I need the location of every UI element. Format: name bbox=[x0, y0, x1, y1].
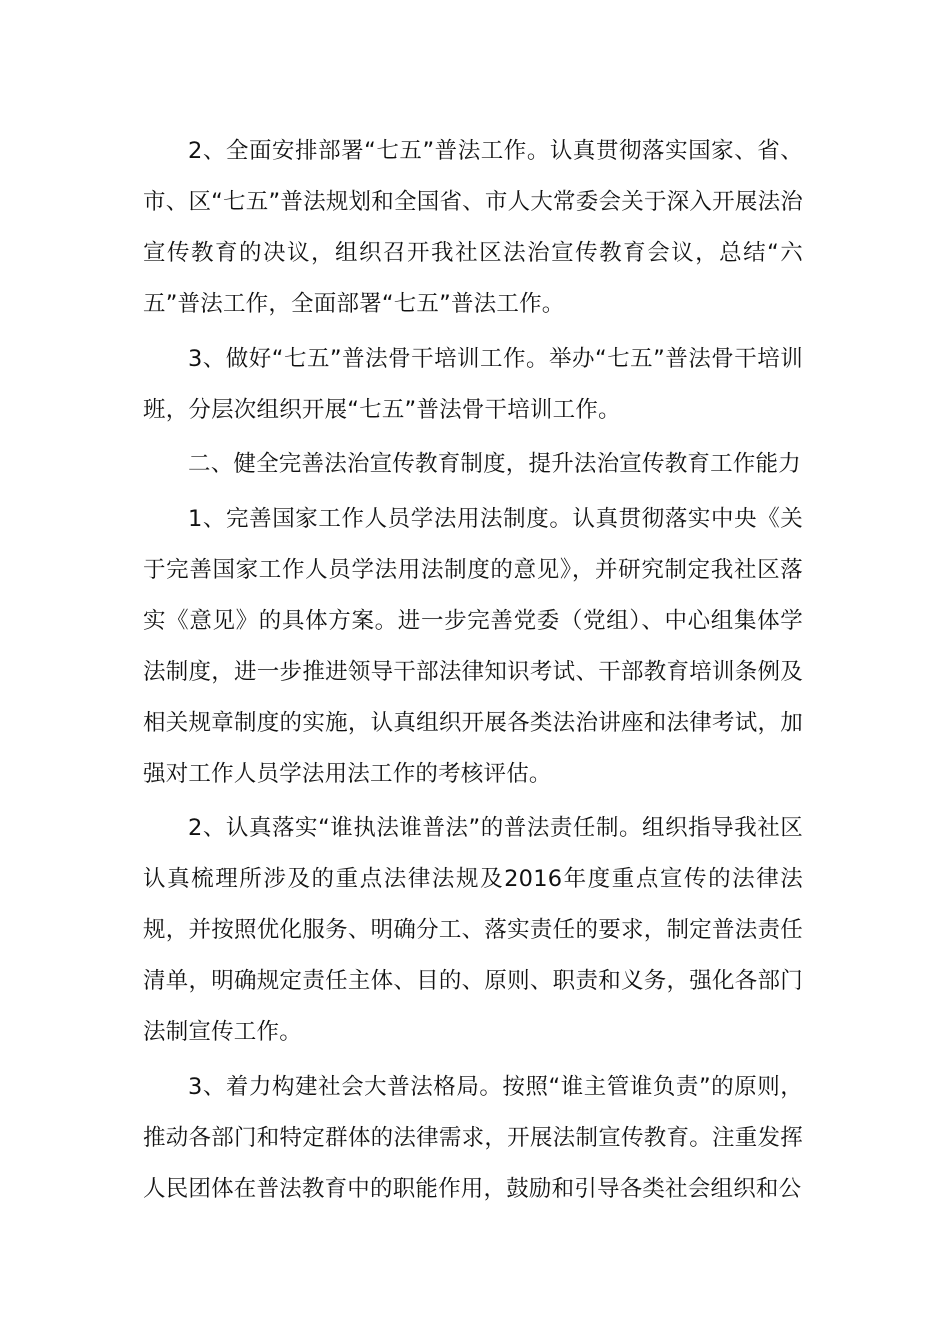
paragraph-3: 1、完善国家工作人员学法用法制度。认真贯彻落实中央《关于完善国家工作人员学法用法制度的意见》，并研究制定我社区落实《意见》的具体方案。进一步完善党委（党组）、中心组集体学法制度，进一步推进领导干部法律知识考试、干部教育培训条例及相关规章制度的实施，认真组织开展各类法治讲座和法律考试，加强对工作人员学法用法工作的考核评估。 bbox=[143, 505, 803, 787]
paragraph-1: 2、全面安排部署“七五”普法工作。认真贯彻落实国家、省、市、区“七五”普法规划和全国省、市人大常委会关于深入开展法治宣传教育的决议，组织召开我社区法治宣传教育会议，总结“六五”普法工作，全面部署“七五”普法工作。 bbox=[143, 138, 803, 317]
paragraph-2: 3、做好“七五”普法骨干培训工作。举办“七五”普法骨干培训班，分层次组织开展“七五”普法骨干培训工作。 bbox=[143, 345, 803, 423]
document-body bbox=[143, 126, 803, 1218]
paragraph-5: 3、着力构建社会大普法格局。按照“谁主管谁负责”的原则，推动各部门和特定群体的法律需求，开展法制宣传教育。注重发挥人民团体在普法教育中的职能作用，鼓励和引导各类社会组织和公 bbox=[143, 1073, 803, 1202]
paragraph-4: 2、认真落实“谁执法谁普法”的普法责任制。组织指导我社区认真梳理所涉及的重点法律法规及2016年度重点宣传的法律法规，并按照优化服务、明确分工、落实责任的要求，制定普法责任清单，明确规定责任主体、目的、原则、职责和义务，强化各部门法制宣传工作。 bbox=[143, 815, 803, 1045]
section-heading: 二、健全完善法治宣传教育制度，提升法治宣传教育工作能力 bbox=[188, 451, 801, 477]
